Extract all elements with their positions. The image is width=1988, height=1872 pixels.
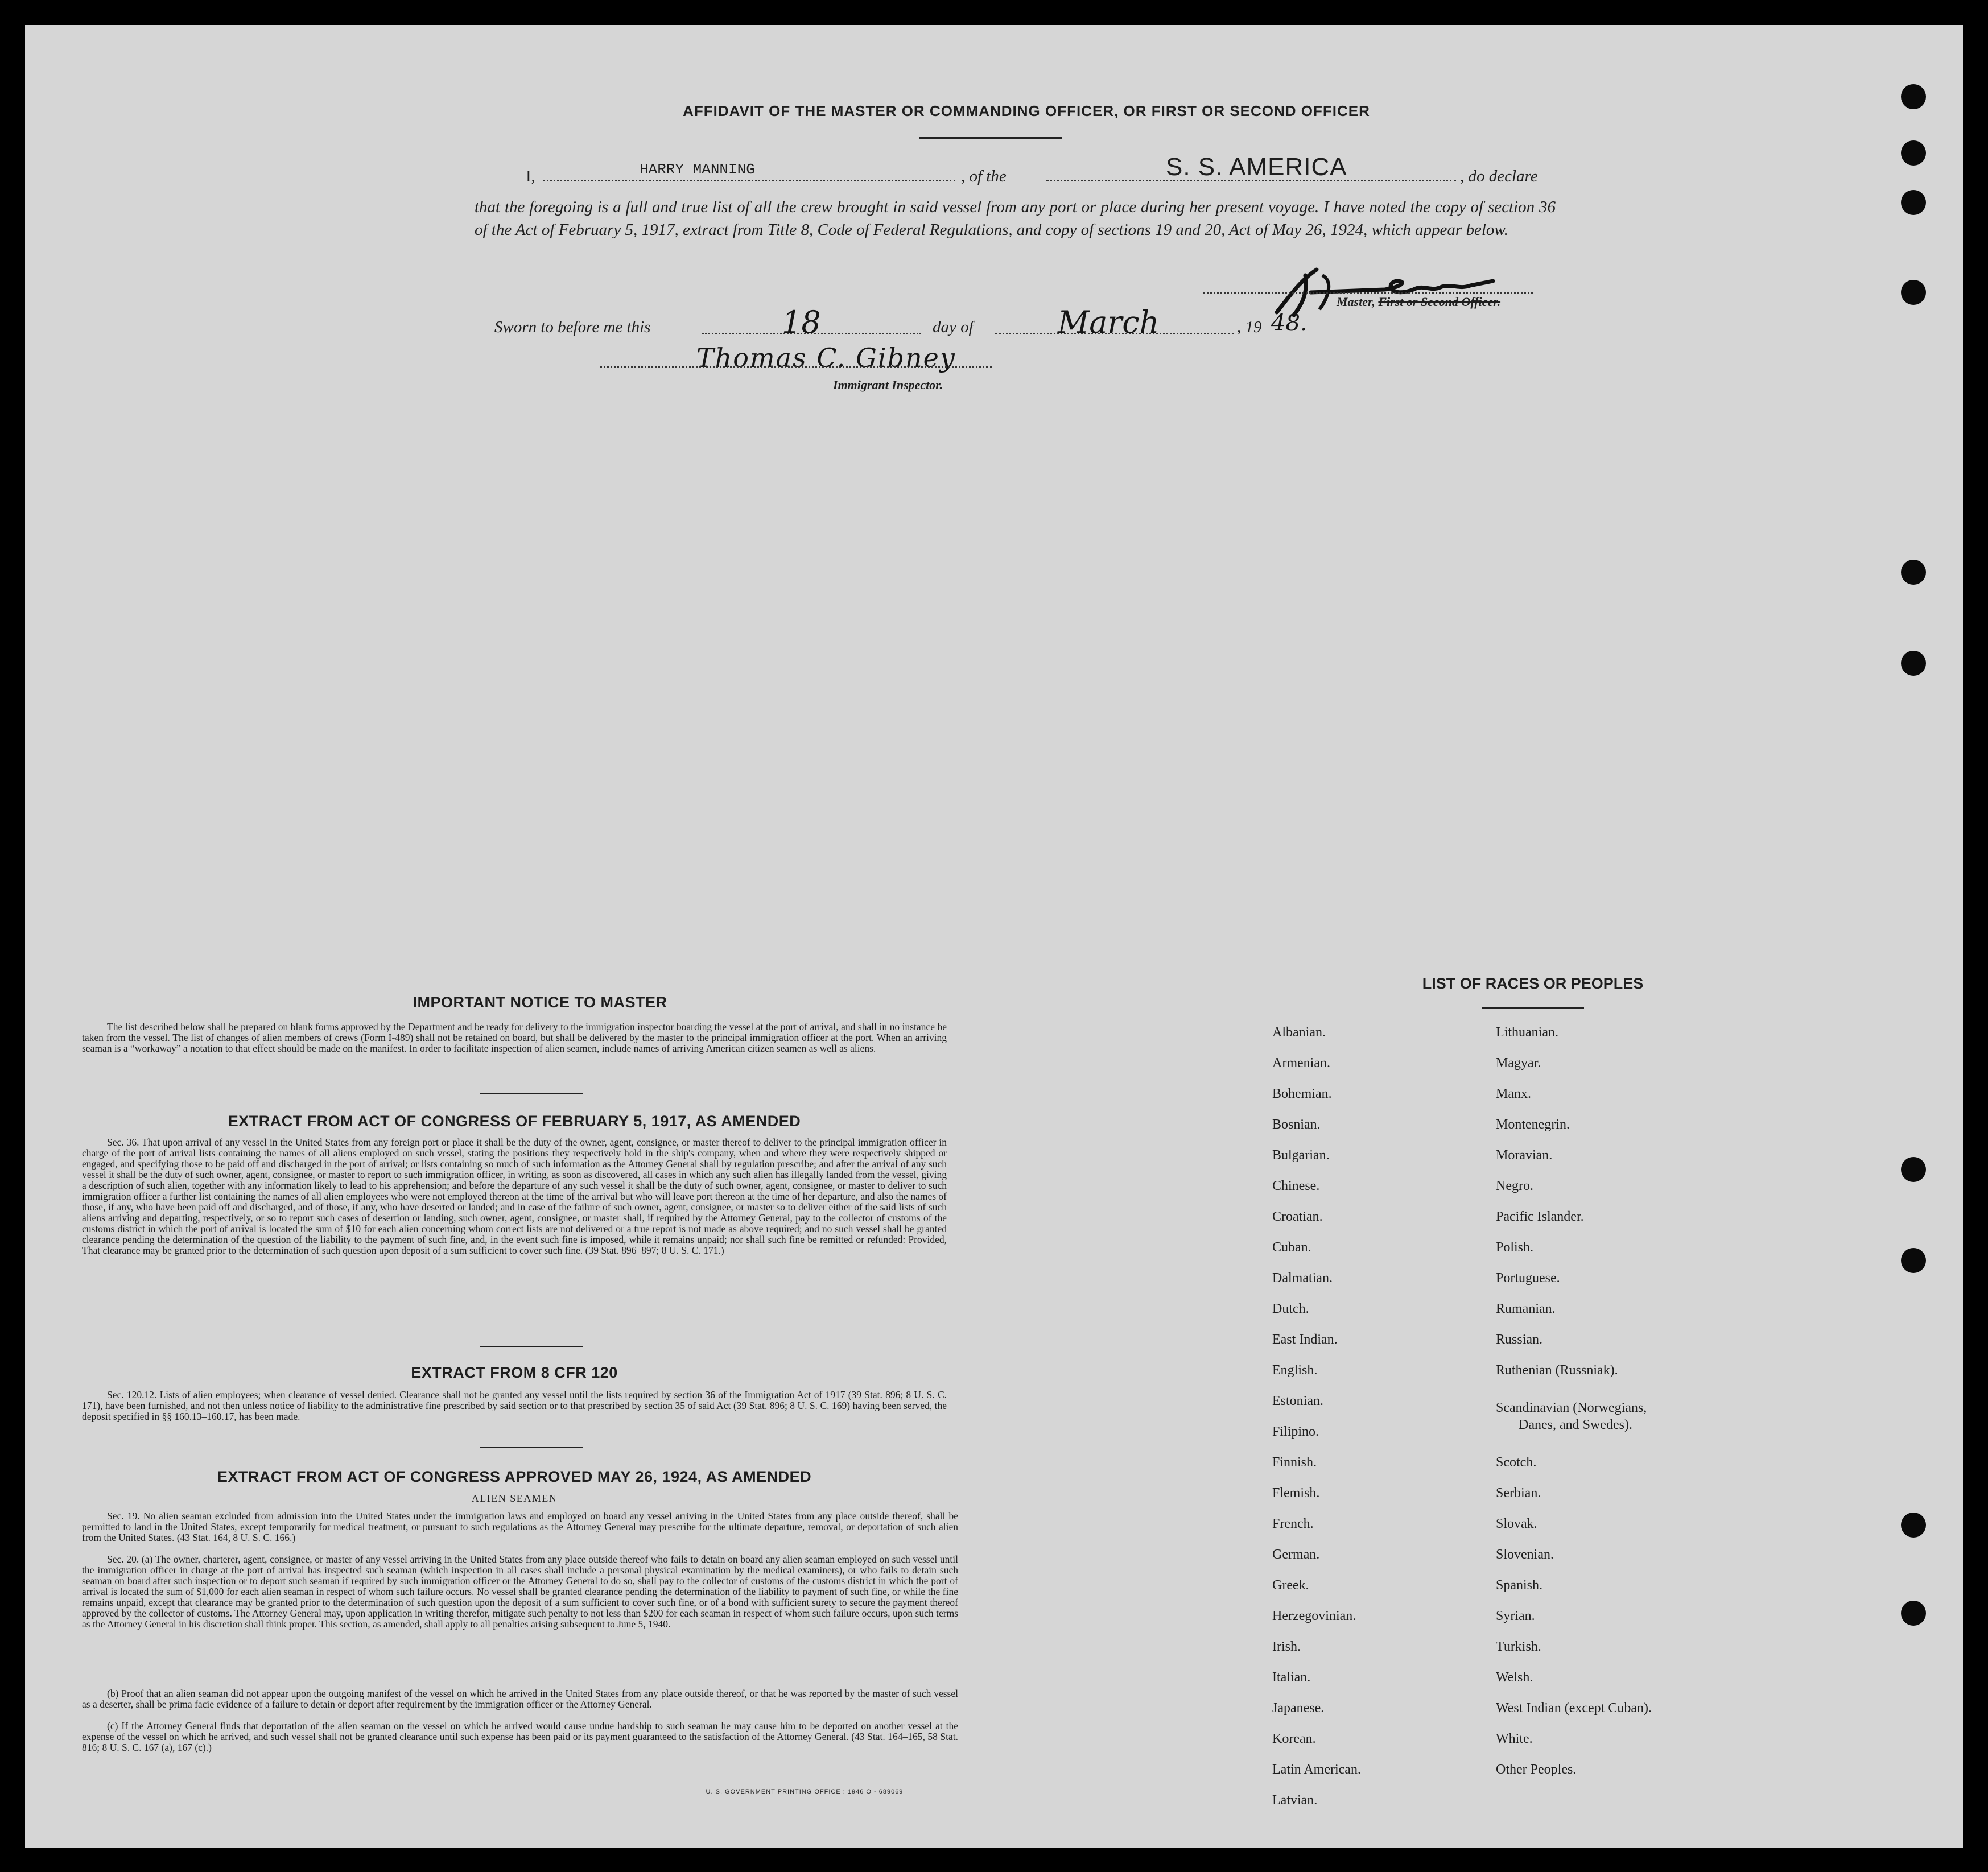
extract-1924-title: EXTRACT FROM ACT OF CONGRESS APPROVED MAY 26, 1924, AS AMENDED [217,1468,812,1485]
race-item: Portuguese. [1496,1271,1560,1286]
race-item: Filipino. [1272,1424,1319,1439]
race-item: Turkish. [1496,1639,1541,1654]
race-item: Pacific Islander. [1496,1209,1584,1224]
race-item: Armenian. [1272,1056,1330,1071]
race-item: Other Peoples. [1496,1762,1577,1777]
punch-hole [1901,1248,1926,1273]
race-item: German. [1272,1547,1320,1562]
notice-divider [480,1093,583,1094]
race-item: White. [1496,1732,1533,1746]
title-divider [919,137,1062,139]
extract-8cfr-title: EXTRACT FROM 8 CFR 120 [411,1364,618,1381]
punch-hole [1901,560,1926,585]
race-item: West Indian (except Cuban). [1496,1701,1652,1716]
punch-hole [1901,1513,1926,1538]
race-item: Dalmatian. [1272,1271,1333,1286]
alien-seamen-subtitle: ALIEN SEAMEN [471,1493,558,1504]
sec19-text: Sec. 19. No alien seaman excluded from admission into the United States under the immigration laws and employed on board any vessel arriving in the United States from any place outside thereof, shall be permitted to land in the United States, except temporarily for medical treatment, or pursuant to such regulations as the Attorney General may prescribe for the ultimate departure, removal, or deportation of such alien from the United States. (43 Stat. 164, 8 U. S. C. 166.) [82,1510,958,1543]
punch-hole [1901,651,1926,676]
race-item: Negro. [1496,1179,1533,1193]
race-item: Latin American. [1272,1762,1361,1777]
sec20a-text: Sec. 20. (a) The owner, charterer, agent, consignee, or master of any vessel arriving in the United States from any place outside thereof who fails to detain on board any alien seaman employed on such vessel until the immigration officer in charge at the port of arrival has inspected such seaman (which inspection in all cases shall include a personal physical examination by the medical examiners), or who fails to detain such seaman on board after such inspection or to deport such seaman if required by such immigration officer or the Attorney General to do so, shall pay to the collector of customs of the customs district in which the port of arrival is located the sum of $1,000 for each alien seaman in respect of whom such failure occurs. No vessel shall be granted clearance pending the determination of the liability to payment of such fine, or while the fine remains unpaid, except that clearance may be granted prior to the determination of such question upon the deposit of a sum sufficient to cover such fine, or of a bond with sufficient surety to secure the payment thereof approved by the collector of customs. The Attorney General may, upon application in writing therefor, mitigate such penalty to not less than $200 for each seaman in respect of whom such failure occurs, upon such terms as the Attorney General in his discretion shall think proper. This section, as amended, shall apply to all penalties arising subsequent to June 5, 1940. [82,1553,958,1630]
race-item: Finnish. [1272,1455,1317,1470]
race-item: Korean. [1272,1732,1316,1746]
of-the-label: , of the [961,167,1007,185]
sec20b-text: (b) Proof that an alien seaman did not appear upon the outgoing manifest of the vessel on which he arrived in the United States from any place outside thereof, or that he was reported by the master of such vessel as a deserter, shall be prima facie evidence of a failure to detain or deport after requirement by the immigration officer or the Attorney General. [82,1688,958,1710]
race-item: Herzegovinian. [1272,1609,1356,1623]
race-item: Dutch. [1272,1301,1309,1316]
race-item: Japanese. [1272,1701,1325,1716]
struck-officer-caption: First or Second Officer. [1378,295,1501,309]
declaration-first-line [475,153,1556,193]
race-item: East Indian. [1272,1332,1338,1347]
master-name-field[interactable]: HARRY MANNING [640,161,755,178]
race-item: Russian. [1496,1332,1543,1347]
sec20c-text: (c) If the Attorney General finds that deportation of the alien seaman on the vessel on which he arrived would cause undue hardship to such seaman he may cause him to be deported on another vessel at the expense of the vessel on which he arrived, and such vessel shall not be granted clearance until such expense has been paid or its payment guaranteed to the satisfaction of the Attorney General. (43 Stat. 164–165, 58 Stat. 816; 8 U. S. C. 167 (a), 167 (c).) [82,1720,958,1753]
master-caption: Master, First or Second Officer. [1337,295,1501,309]
race-item: Slovenian. [1496,1547,1554,1562]
notice-title: IMPORTANT NOTICE TO MASTER [413,994,667,1011]
race-item: Magyar. [1496,1056,1541,1071]
punch-hole [1901,140,1926,166]
sworn-line [494,304,1308,346]
race-item: Scotch. [1496,1455,1537,1470]
extract-1917-title: EXTRACT FROM ACT OF CONGRESS OF FEBRUARY 5, 1917, AS AMENDED [228,1113,801,1130]
race-item: Spanish. [1496,1578,1543,1593]
race-item: Bulgarian. [1272,1148,1330,1163]
day-of-label: day of [933,318,974,336]
punch-hole [1901,190,1926,215]
sworn-month-field[interactable]: March [1058,304,1160,340]
race-item: Cuban. [1272,1240,1311,1255]
form-page [25,25,1963,1848]
i-label: I, [526,167,535,185]
race-item: Montenegrin. [1496,1117,1570,1132]
punch-hole [1901,84,1926,109]
races-divider [1482,1007,1584,1009]
extract-8cfr-text: Sec. 120.12. Lists of alien employees; when clearance of vessel denied. Clearance shall not be granted any vessel until the lists required by section 36 of the Immigration Act of 1917 (39 Stat. 896; 8 U. S. C. 171), have been furnished, and not then unless notice of liability to the administrative fine prescribed by said section or to that prescribed by section 35 of said Act (39 Stat. 896; 8 U. S. C. 169) having been served, the deposit specified in §§ 160.13–160.17, has been made. [82,1389,947,1422]
race-item: Estonian. [1272,1394,1323,1408]
declaration-text: that the foregoing is a full and true list of all the crew brought in said vessel from any port or place during her present voyage. I have noted the copy of section 36 of the Act of February 5, 1917, extract from Title 8, Code of Federal Regulations, and copy of sections 19 and 20, Act of May 26, 1924, which appear below. [475,198,1556,239]
notice-text: The list described below shall be prepared on blank forms approved by the Department and be ready for delivery to the immigration inspector boarding the vessel at the port of arrival, and shall in no instance be taken from the vessel. The list of changes of alien members of crews (Form I-489) shall not be retained on board, but shall be delivered by the master to the principal immigration officer at the port. When an arriving seaman is a “workaway” a notation to that effect should be made on the manifest. In order to facilitate inspection of alien seamen, include names of arriving American citizen seamen as well as aliens. [82,1021,947,1054]
race-item: Ruthenian (Russniak). [1496,1363,1618,1378]
race-item: Slovak. [1496,1516,1537,1531]
race-item: Syrian. [1496,1609,1535,1623]
extract-1917-divider [480,1346,583,1347]
races-title: LIST OF RACES OR PEOPLES [1422,975,1644,992]
race-item: Serbian. [1496,1486,1541,1501]
race-item: Albanian. [1272,1025,1326,1040]
vessel-name-field[interactable]: S. S. AMERICA [1166,153,1347,181]
race-item: Bohemian. [1272,1086,1332,1101]
do-declare-label: , do declare [1460,167,1538,185]
race-item: Rumanian. [1496,1301,1556,1316]
race-item: Chinese. [1272,1179,1320,1193]
punch-hole [1901,1601,1926,1626]
race-item: French. [1272,1516,1314,1531]
race-item: Welsh. [1496,1670,1533,1685]
race-item: Scandinavian (Norwegians, [1496,1400,1647,1415]
punch-hole [1901,1157,1926,1182]
race-item: Moravian. [1496,1148,1553,1163]
extract-1917-text: Sec. 36. That upon arrival of any vessel in the United States from any foreign port or place it shall be the duty of the owner, agent, consignee, or master thereof to deliver to the principal immigration officer in charge of the port of arrival lists containing the names of all aliens employed on such vessel, stating the positions they respectively hold in the ship's company, when and where they were respectively shipped or engaged, and specifying those to be paid off and discharged in the port of arrival; or lists containing so much of such information as the Attorney General shall by regulation prescribe; and after the arrival of any such vessel it shall be the duty of such owner, agent, consignee, or master to report to such immigration officer, in writing, as soon as discovered, all cases in which any such alien has illegally landed from the vessel, giving a description of such alien, together with any information likely to lead to his apprehension; and before the departure of any such vessel it shall be the duty of such owner, agent, consignee, or master to deliver to such immigration officer a further list containing the names of all alien employees who were not employed thereon at the time of the arrival but who will leave port thereon at the time of her departure, and also the names of those, if any, who have been paid off and discharged, and of those, if any, who have deserted or landed; and in case of the failure of such owner, agent, consignee, or master so to deliver either of the said lists of such aliens arriving and departing, respectively, or so to report such cases of desertion or landing, such owner, agent, consignee, or master shall, if required by the Attorney General, pay to the collector of customs of the customs district in which the port of arrival is located the sum of $10 for each alien concerning whom correct lists are not delivered or a true report is not made as above required; and no such vessel shall be granted clearance pending the determination of the question of the liability to the payment of such fine, and, in the event such fine is imposed, while it remains unpaid; nor shall such fine be remitted or refunded: Provided, That clearance may be granted prior to the determination of such question upon deposit of a sum sufficient to cover such fine. (39 Stat. 896–897; 8 U. S. C. 171.) [82,1137,947,1256]
race-item: Irish. [1272,1639,1301,1654]
race-item: Polish. [1496,1240,1534,1255]
inspector-signature: Thomas C. Gibney [696,342,956,373]
race-item: Greek. [1272,1578,1309,1593]
sworn-day-field[interactable]: 18 [782,304,821,340]
race-item: English. [1272,1363,1318,1378]
extract-8cfr-divider [480,1447,583,1448]
race-item: Italian. [1272,1670,1311,1685]
race-item: Latvian. [1272,1793,1318,1808]
printing-office-footer: U. S. GOVERNMENT PRINTING OFFICE : 1946 O - 689069 [706,1788,904,1795]
race-item: Flemish. [1272,1486,1320,1501]
race-item: Bosnian. [1272,1117,1321,1132]
race-item: Croatian. [1272,1209,1323,1224]
race-item: Danes, and Swedes). [1519,1418,1632,1432]
race-item: Manx. [1496,1086,1531,1101]
affidavit-title: AFFIDAVIT OF THE MASTER OR COMMANDING OFFICER, OR FIRST OR SECOND OFFICER [683,102,1370,119]
punch-hole [1901,280,1926,305]
year-field[interactable]: 48. [1271,310,1308,336]
race-item: Lithuanian. [1496,1025,1558,1040]
inspector-caption: Immigrant Inspector. [833,378,943,392]
sworn-label: Sworn to before me this [494,318,651,336]
year-prefix: , 19 [1237,318,1262,336]
